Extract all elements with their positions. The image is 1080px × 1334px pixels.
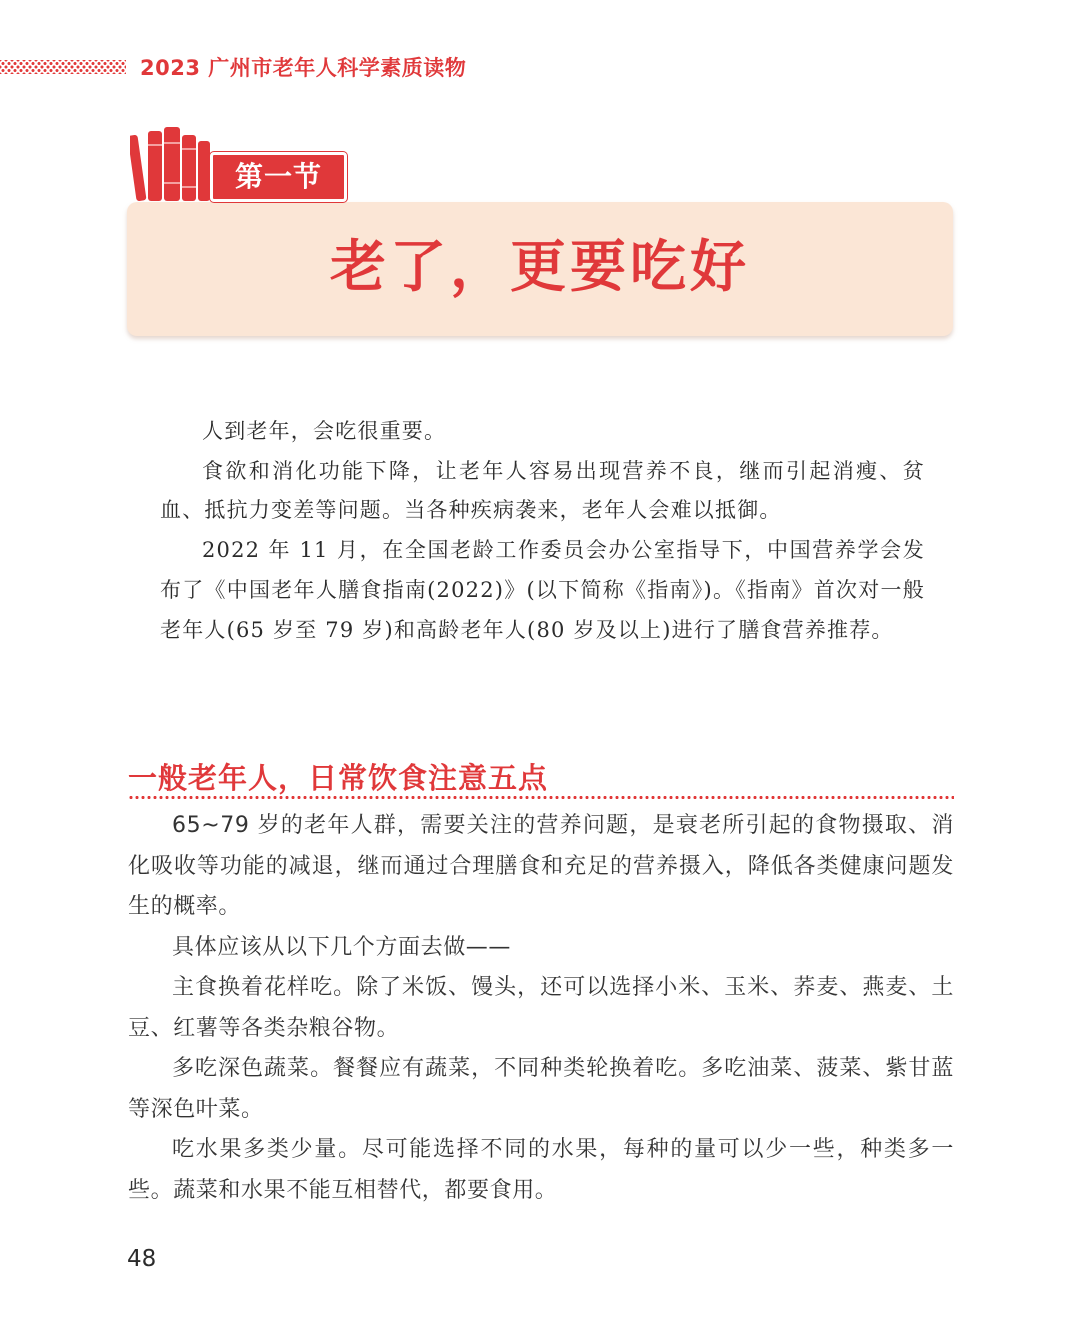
running-header-title: 2023 广州市老年人科学素质读物	[140, 56, 467, 80]
subsection-heading: 一般老年人，日常饮食注意五点	[128, 761, 549, 795]
body-paragraph: 吃水果多类少量。尽可能选择不同的水果，每种的量可以少一些，种类多一些。蔬菜和水果不能互相替代，都要食用。	[128, 1137, 954, 1203]
body-paragraph: 具体应该从以下几个方面去做——	[172, 934, 512, 960]
intro-paragraph: 2022 年 11 月，在全国老龄工作委员会办公室指导下，中国营养学会发布了《中国老年人膳食指南(2022)》(以下简称《指南》)。《指南》首次对一般老年人(65 岁至 79 岁)和高龄老年人(80 岁及以上)进行了膳食营养推荐。	[160, 538, 925, 642]
chapter-title: 老了，更要吃好	[330, 234, 750, 300]
section-tag: 第一节	[210, 152, 347, 202]
subsection-body	[128, 806, 954, 1211]
chapter-title-panel	[127, 202, 953, 336]
intro-paragraph: 人到老年，会吃很重要。	[202, 419, 447, 443]
intro-paragraph: 食欲和消化功能下降，让老年人容易出现营养不良，继而引起消瘦、贫血、抵抗力变差等问题。当各种疾病袭来，老年人会难以抵御。	[160, 458, 925, 523]
header-dot-pattern	[0, 60, 126, 74]
intro-text	[160, 412, 925, 650]
body-paragraph: 主食换着花样吃。除了米饭、馒头，还可以选择小米、玉米、荞麦、燕麦、土豆、红薯等各类杂粮谷物。	[128, 975, 954, 1041]
books-icon	[130, 125, 215, 203]
body-paragraph: 65~79 岁的老年人群，需要关注的营养问题，是衰老所引起的食物摄取、消化吸收等功能的减退，继而通过合理膳食和充足的营养摄入，降低各类健康问题发生的概率。	[128, 813, 954, 919]
page-number: 48	[127, 1246, 157, 1272]
body-paragraph: 多吃深色蔬菜。餐餐应有蔬菜，不同种类轮换着吃。多吃油菜、菠菜、紫甘蓝等深色叶菜。	[128, 1056, 954, 1122]
dotted-divider	[128, 795, 954, 800]
